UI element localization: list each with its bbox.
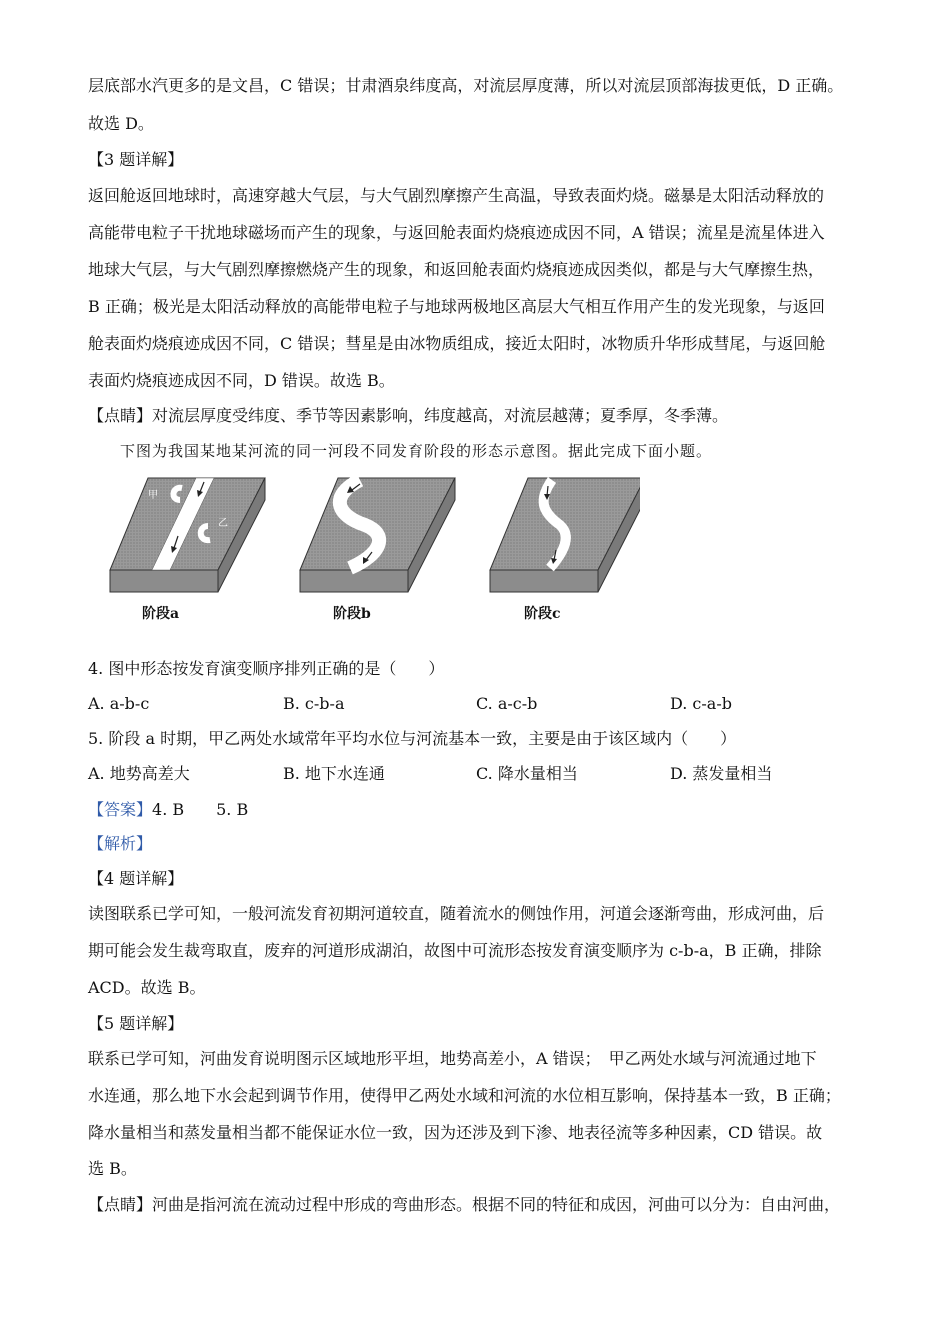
text-line: ACD。故选 B。: [88, 978, 206, 997]
text-line: 故选 D。: [88, 114, 154, 133]
label-yi: 乙: [218, 518, 228, 529]
text-line: 舱表面灼烧痕迹成因不同，C 错误；彗星是由冰物质组成，接近太阳时，冰物质升华形成彗尾，与返回舱: [88, 334, 826, 353]
q5-option-c: C. 降水量相当: [476, 764, 578, 783]
text-line: 读图联系已学可知，一般河流发育初期河道较直，随着流水的侧蚀作用，河道会逐渐弯曲，形成河曲，后: [88, 904, 825, 923]
text-line: 返回舱返回地球时，高速穿越大气层，与大气剧烈摩擦产生高温，导致表面灼烧。磁暴是太阳活动释放的: [88, 186, 825, 205]
q4-option-b: B. c-b-a: [283, 694, 345, 713]
answer-text: 4. B 5. B: [152, 800, 249, 819]
tip-line: 【点睛】河曲是指河流在流动过程中形成的弯曲形态。根据不同的特征和成因，河曲可以分为：自由河曲，: [88, 1195, 841, 1214]
figure-caption: 下图为我国某地某河流的同一河段不同发育阶段的形态示意图。据此完成下面小题。: [120, 442, 713, 460]
question-5-stem: 5. 阶段 a 时期，甲乙两处水域常年平均水位与河流基本一致，主要是由于该区域内（ ）: [88, 729, 737, 748]
q5-option-d: D. 蒸发量相当: [670, 764, 773, 783]
q5-option-a: A. 地势高差大: [88, 764, 190, 783]
text-line: 地球大气层，与大气剧烈摩擦燃烧产生的现象，和返回舱表面灼烧痕迹成因类似，都是与大气摩擦生热，: [88, 260, 825, 279]
q5-option-b: B. 地下水连通: [283, 764, 385, 783]
question-4-stem: 4. 图中形态按发育演变顺序排列正确的是（ ）: [88, 659, 445, 678]
tip-line: 【点睛】对流层厚度受纬度、季节等因素影响，纬度越高，对流层越薄；夏季厚，冬季薄。: [88, 406, 729, 425]
stage-a-label: 阶段a: [142, 606, 180, 622]
stage-b-block: [300, 478, 455, 592]
detail-4-heading: 【4 题详解】: [88, 869, 184, 888]
river-stages-figure: [100, 470, 640, 600]
q4-option-c: C. a-c-b: [476, 694, 538, 713]
section-heading: 【3 题详解】: [88, 150, 184, 169]
stage-b-label: 阶段b: [333, 606, 371, 622]
text-line: B 正确；极光是太阳活动释放的高能带电粒子与地球两极地区高层大气相互作用产生的发光现象，与返回: [88, 297, 825, 316]
text-line: 层底部水汽更多的是文昌，C 错误；甘肃酒泉纬度高，对流层厚度薄，所以对流层顶部海拔更低，D 正确。: [88, 76, 844, 95]
analysis-label: 【解析】: [88, 834, 153, 853]
q4-option-d: D. c-a-b: [670, 694, 732, 713]
text-line: 选 B。: [88, 1159, 137, 1178]
text-line: 水连通，那么地下水会起到调节作用，使得甲乙两处水域和河流的水位相互影响，保持基本一致，B 正确；: [88, 1086, 841, 1105]
text-line: 联系已学可知，河曲发育说明图示区域地形平坦，地势高差小，A 错误； 甲乙两处水域与河流通过地下: [88, 1049, 817, 1068]
stage-a-block: [110, 478, 265, 592]
text-line: 高能带电粒子干扰地球磁场而产生的现象，与返回舱表面灼烧痕迹成因不同，A 错误；流星是流星体进入: [88, 223, 825, 242]
answer-label: 【答案】: [88, 800, 153, 819]
text-line: 降水量相当和蒸发量相当都不能保证水位一致，因为还涉及到下渗、地表径流等多种因素，CD 错误。故: [88, 1123, 823, 1142]
text-line: 期可能会发生裁弯取直，废弃的河道形成湖泊，故图中可流形态按发育演变顺序为 c-b-a，B 正确，排除: [88, 941, 822, 960]
stage-c-label: 阶段c: [524, 606, 561, 622]
stage-c-block: [490, 478, 640, 592]
text-line: 表面灼烧痕迹成因不同，D 错误。故选 B。: [88, 371, 395, 390]
detail-5-heading: 【5 题详解】: [88, 1014, 184, 1033]
q4-option-a: A. a-b-c: [88, 694, 150, 713]
label-jia: 甲: [148, 490, 158, 501]
answer-line: [88, 800, 248, 820]
